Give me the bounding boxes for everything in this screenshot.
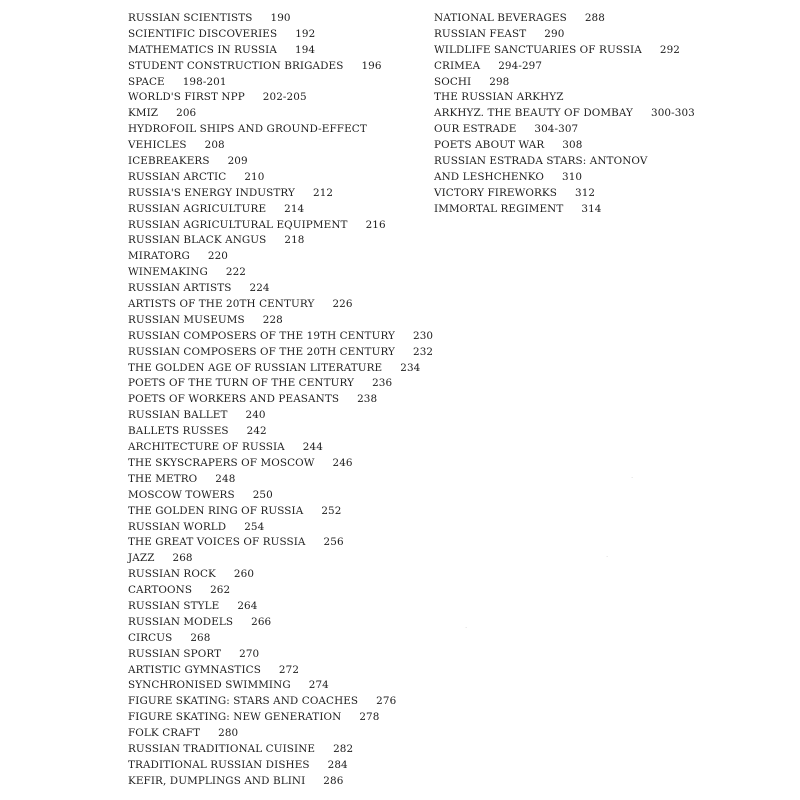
toc-entry-page-number: 224	[249, 282, 270, 295]
toc-entry-page-number: 280	[218, 727, 239, 740]
toc-entry	[434, 154, 734, 170]
toc-entry-page-number: 216	[365, 218, 386, 231]
toc-entry-page-number: 226	[332, 298, 353, 311]
toc-entry-title: KEFIR, DUMPLINGS AND BLINI	[128, 774, 306, 787]
toc-entry-page-number: 256	[323, 536, 344, 549]
toc-entry-page-number: 290	[544, 27, 565, 40]
toc-right-column	[434, 11, 734, 218]
toc-entry-page-number: 274	[308, 679, 329, 692]
toc-entry	[128, 233, 428, 249]
toc-entry-title: RUSSIAN AGRICULTURAL EQUIPMENT	[128, 218, 348, 231]
toc-entry-title: RUSSIAN SCIENTISTS	[128, 12, 253, 24]
toc-entry-title: RUSSIAN BALLET	[128, 409, 228, 422]
toc-entry-title: THE METRO	[128, 472, 198, 485]
toc-entry	[434, 186, 734, 202]
toc-entry	[128, 758, 428, 774]
toc-entry-page-number: 284	[327, 758, 348, 771]
toc-entry	[434, 75, 734, 91]
toc-entry-title: RUSSIAN MUSEUMS	[128, 313, 245, 326]
toc-entry-page-number: 202-205	[262, 91, 307, 104]
toc-entry-page-number: 246	[332, 456, 353, 469]
toc-entry-page-number: 208	[204, 139, 225, 152]
toc-entry	[128, 297, 428, 313]
toc-entry-title: ARTISTS OF THE 20TH CENTURY	[128, 298, 315, 311]
toc-entry	[128, 551, 428, 567]
toc-entry-page-number: 286	[323, 774, 344, 787]
toc-entry-title: VICTORY FIREWORKS	[434, 186, 557, 199]
toc-entry-title: RUSSIAN AGRICULTURE	[128, 202, 267, 215]
toc-entry-title: THE GOLDEN AGE OF RUSSIAN LITERATURE	[128, 361, 383, 374]
toc-entry	[128, 567, 428, 583]
toc-entry-title: ICEBREAKERS	[128, 155, 210, 168]
toc-entry-title: RUSSIAN MODELS	[128, 615, 234, 628]
toc-entry	[128, 122, 428, 138]
toc-entry-title: RUSSIAN COMPOSERS OF THE 19TH CENTURY	[128, 329, 396, 342]
toc-entry-page-number: 250	[252, 488, 273, 501]
toc-entry-page-number: 209	[227, 155, 248, 168]
toc-entry-page-number: 308	[562, 139, 583, 152]
toc-entry	[128, 488, 428, 504]
toc-entry	[128, 472, 428, 488]
toc-entry	[128, 678, 428, 694]
toc-entry-title: MIRATORG	[128, 250, 190, 263]
toc-entry	[128, 249, 428, 265]
toc-entry-title: ARCHITECTURE OF RUSSIA	[128, 441, 285, 454]
toc-entry-title: VEHICLES	[128, 139, 187, 152]
toc-entry-title: AND LESHCHENKO	[434, 170, 544, 183]
toc-entry	[128, 202, 428, 218]
toc-entry	[128, 647, 428, 663]
toc-entry	[434, 202, 734, 218]
toc-entry-title: RUSSIAN ARCTIC	[128, 170, 227, 183]
toc-entry-title: POETS ABOUT WAR	[434, 139, 545, 152]
toc-entry-title: THE RUSSIAN ARKHYZ	[434, 91, 564, 104]
toc-entry-title: HYDROFOIL SHIPS AND GROUND-EFFECT	[128, 123, 367, 136]
toc-entry-page-number: 262	[210, 584, 231, 597]
toc-entry-page-number: 282	[333, 742, 354, 755]
toc-entry-page-number: 198-201	[182, 75, 227, 88]
toc-entry-page-number: 214	[284, 202, 305, 215]
toc-entry	[128, 170, 428, 186]
toc-entry-page-number: 194	[294, 43, 316, 56]
toc-entry-page-number: 238	[357, 393, 378, 406]
toc-entry-page-number: 266	[251, 615, 272, 628]
toc-entry-title: SOCHI	[434, 75, 472, 88]
toc-entry-title: WORLD'S FIRST NPP	[128, 91, 245, 104]
toc-entry-page-number: 196	[361, 59, 382, 72]
toc-entry-page-number: 300-303	[651, 107, 695, 120]
toc-entry-title: POETS OF WORKERS AND PEASANTS	[128, 393, 340, 406]
toc-entry-title: SPACE	[128, 75, 165, 88]
toc-entry	[128, 361, 428, 377]
toc-entry	[128, 376, 428, 392]
toc-entry-page-number: 230	[413, 329, 434, 342]
toc-entry	[128, 631, 428, 647]
toc-entry-page-number: 292	[659, 43, 680, 56]
toc-entry	[128, 43, 428, 59]
toc-entry-title: KMIZ	[128, 107, 159, 120]
toc-entry	[128, 663, 428, 679]
toc-entry-title: RUSSIAN FEAST	[434, 27, 527, 40]
toc-entry	[128, 27, 428, 43]
toc-entry-title: RUSSIAN COMPOSERS OF THE 20TH CENTURY	[128, 345, 396, 358]
toc-entry-title: FOLK CRAFT	[128, 727, 201, 740]
toc-entry-title: WILDLIFE SANCTUARIES OF RUSSIA	[434, 43, 642, 56]
toc-entry-title: SCIENTIFIC DISCOVERIES	[128, 27, 278, 40]
toc-entry-title: IMMORTAL REGIMENT	[434, 202, 564, 215]
toc-entry-title: FIGURE SKATING: STARS AND COACHES	[128, 695, 359, 708]
toc-entry	[128, 11, 428, 27]
toc-entry-title: MATHEMATICS IN RUSSIA	[128, 43, 277, 56]
toc-entry-page-number: 234	[400, 361, 421, 374]
toc-entry-title: ARKHYZ. THE BEAUTY OF DOMBAY	[434, 107, 634, 120]
toc-entry	[128, 726, 428, 742]
toc-entry-page-number: 240	[245, 409, 266, 422]
toc-entry	[128, 742, 428, 758]
toc-entry	[128, 329, 434, 345]
toc-entry-title: JAZZ	[128, 552, 155, 565]
toc-entry-page-number: 190	[270, 12, 291, 24]
toc-entry-title: ARTISTIC GYMNASTICS	[128, 663, 261, 676]
toc-entry	[434, 138, 734, 154]
toc-entry-title: FIGURE SKATING: NEW GENERATION	[128, 711, 342, 724]
toc-entry-page-number: 252	[321, 504, 342, 517]
toc-entry-title: RUSSIAN ESTRADA STARS: ANTONOV	[434, 155, 648, 168]
toc-entry	[434, 122, 734, 138]
toc-entry-page-number: 192	[295, 27, 316, 40]
toc-entry-page-number: 244	[302, 441, 323, 454]
toc-entry	[128, 408, 428, 424]
paper-speck-mark: ·	[606, 553, 609, 561]
toc-entry	[128, 59, 428, 75]
toc-entry-page-number: 242	[246, 425, 267, 438]
toc-entry-page-number: 294-297	[498, 59, 543, 72]
toc-entry	[128, 345, 434, 361]
toc-entry	[128, 138, 428, 154]
toc-entry-page-number: 232	[413, 345, 434, 358]
toc-entry	[128, 599, 428, 615]
toc-entry-title: TRADITIONAL RUSSIAN DISHES	[128, 758, 310, 771]
toc-entry-title: CARTOONS	[128, 584, 193, 597]
toc-entry-page-number: 268	[190, 631, 211, 644]
toc-entry-page-number: 278	[359, 711, 380, 724]
paper-speck-mark: ·	[465, 624, 468, 632]
toc-entry	[128, 281, 428, 297]
toc-entry	[128, 774, 428, 790]
toc-entry	[128, 154, 428, 170]
toc-entry-title: WINEMAKING	[128, 266, 208, 279]
toc-entry-title: THE GOLDEN RING OF RUSSIA	[128, 504, 304, 517]
toc-entry-page-number: 298	[489, 75, 510, 88]
toc-entry	[128, 75, 428, 91]
toc-entry-page-number: 264	[237, 599, 258, 612]
toc-entry-page-number: 272	[278, 663, 300, 676]
toc-entry-page-number: 220	[207, 250, 229, 263]
toc-entry-page-number: 304-307	[534, 123, 579, 136]
toc-entry-title: RUSSIA'S ENERGY INDUSTRY	[128, 186, 295, 199]
toc-entry-title: RUSSIAN TRADITIONAL CUISINE	[128, 742, 316, 755]
toc-entry-title: POETS OF THE TURN OF THE CENTURY	[128, 377, 355, 390]
toc-entry	[128, 456, 428, 472]
toc-entry	[128, 440, 428, 456]
toc-entry	[128, 106, 428, 122]
toc-entry-page-number: 206	[176, 107, 197, 120]
toc-entry-page-number: 288	[584, 12, 605, 24]
toc-entry	[128, 313, 428, 329]
toc-entry	[434, 106, 734, 122]
toc-entry-title: SYNCHRONISED SWIMMING	[128, 679, 291, 692]
toc-entry	[128, 535, 428, 551]
toc-entry	[128, 90, 428, 106]
toc-entry-page-number: 254	[244, 520, 265, 533]
paper-speck-mark: ·	[631, 474, 634, 482]
toc-entry-page-number: 276	[376, 695, 397, 708]
toc-entry	[128, 583, 428, 599]
toc-entry-title: THE GREAT VOICES OF RUSSIA	[128, 536, 306, 549]
toc-entry	[128, 424, 428, 440]
toc-entry	[434, 59, 734, 75]
toc-entry-title: CRIMEA	[434, 59, 481, 72]
toc-entry-title: BALLETS RUSSES	[128, 425, 229, 438]
toc-entry-title: CIRCUS	[128, 631, 173, 644]
toc-entry-title: STUDENT CONSTRUCTION BRIGADES	[128, 59, 344, 72]
toc-entry	[434, 170, 734, 186]
toc-entry	[128, 186, 428, 202]
toc-entry-title: THE SKYSCRAPERS OF MOSCOW	[128, 456, 315, 469]
toc-entry-title: RUSSIAN WORLD	[128, 520, 227, 533]
toc-entry	[434, 27, 734, 43]
toc-entry-title: MOSCOW TOWERS	[128, 488, 235, 501]
toc-entry	[434, 90, 734, 106]
toc-entry-page-number: 212	[312, 186, 334, 199]
toc-entry-page-number: 270	[239, 647, 260, 660]
toc-entry	[128, 265, 428, 281]
toc-entry-title: RUSSIAN ROCK	[128, 568, 216, 581]
toc-entry-title: NATIONAL BEVERAGES	[434, 12, 567, 24]
toc-entry-page-number: 268	[172, 552, 193, 565]
toc-entry	[128, 615, 428, 631]
toc-entry-page-number: 228	[262, 313, 283, 326]
toc-entry-title: RUSSIAN BLACK ANGUS	[128, 234, 267, 247]
toc-entry-title: OUR ESTRADE	[434, 123, 517, 136]
toc-entry	[434, 43, 734, 59]
toc-entry-page-number: 218	[284, 234, 305, 247]
toc-entry-page-number: 312	[575, 186, 596, 199]
toc-entry	[434, 11, 734, 27]
toc-entry-page-number: 260	[233, 568, 255, 581]
toc-entry-page-number: 236	[372, 377, 393, 390]
toc-entry-title: RUSSIAN STYLE	[128, 599, 220, 612]
toc-entry	[128, 392, 428, 408]
toc-entry-page-number: 248	[215, 472, 236, 485]
toc-entry-page-number: 314	[581, 202, 602, 215]
toc-entry	[128, 504, 428, 520]
toc-entry-page-number: 222	[225, 266, 247, 279]
toc-entry-title: RUSSIAN ARTISTS	[128, 282, 232, 295]
toc-entry	[128, 694, 428, 710]
toc-entry-page-number: 310	[561, 170, 583, 183]
toc-entry-page-number: 210	[244, 170, 265, 183]
toc-entry	[128, 520, 428, 536]
toc-entry	[128, 218, 428, 234]
toc-left-column	[128, 11, 434, 790]
toc-entry	[128, 710, 428, 726]
toc-entry-title: RUSSIAN SPORT	[128, 647, 222, 660]
